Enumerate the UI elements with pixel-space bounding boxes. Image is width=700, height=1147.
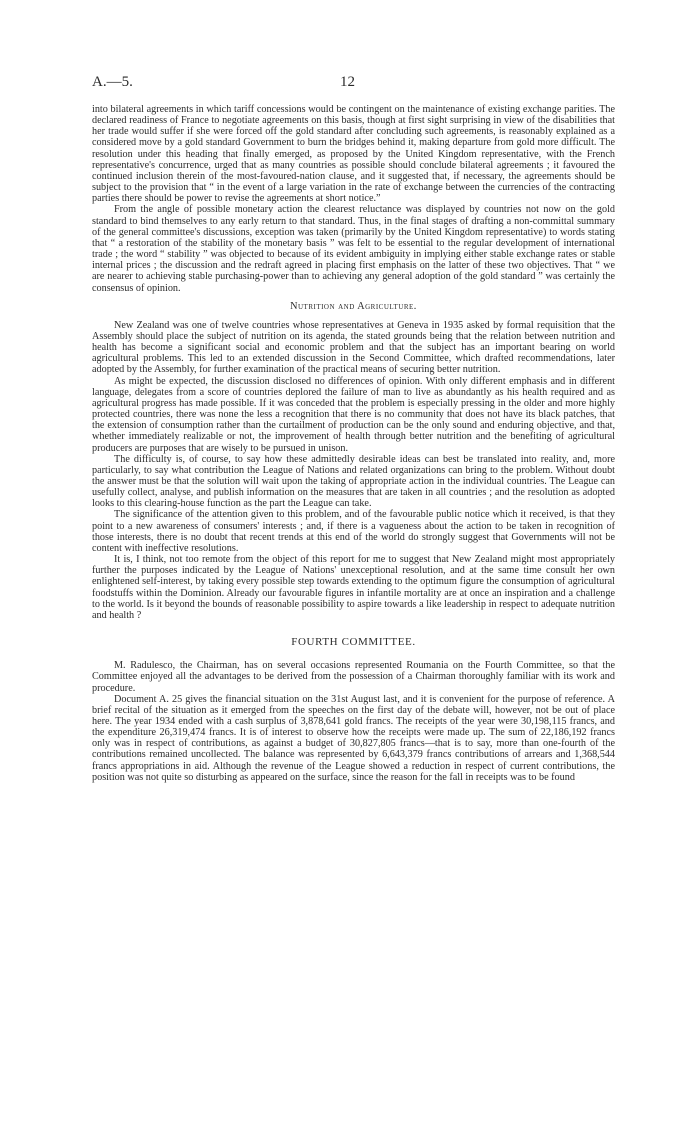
page-header bbox=[92, 74, 612, 94]
page-number: 12 bbox=[340, 74, 355, 90]
page-body bbox=[92, 104, 615, 783]
paragraph: As might be expected, the discussion disclosed no differences of opinion. With only different emphasis and in different language, delegates from a score of countries deplored the failure of man to live as abundantly as his health required and as agricultural progress has made possible. If it was conceded that the problem is especially pressing in the older and more highly protected countries, there was none the less a recognition that there is no community that does not have its black patches, that the extension of consumption rather than the curtailment of production can be the only sound and enduring objective, and that, whether immediately realizable or not, the improvement of health through better nutrition and the benefiting of agricultural producers are purposes that are wisely to be pursued in unison. bbox=[92, 375, 615, 454]
paragraph: The significance of the attention given to this problem, and of the favourable public notice which it received, is that they point to a new awareness of consumers' interests ; and, if there is a vagueness about the action to be taken in recognition of those interests, there is no doubt that recent trends at this end of the world do strongly suggest that Governments will not be content with ineffective resolutions. bbox=[92, 509, 615, 554]
paragraph: From the angle of possible monetary action the clearest reluctance was displayed by countries not now on the gold standard to bind themselves to any early return to that standard. Thus, in the final stages of drafting a non-committal summary of the general committee's discussions, exception was taken (primarily by the United Kingdom representative) to words stating that “ a restoration of the stability of the monetary basis ” was felt to be essential to the regular development of international trade ; the word “ stability ” was objected to because of its evident ambiguity in implying either stable exchange rates or stable internal prices ; the discussion and the redraft agreed in placing first emphasis on the latter of these two objectives. That “ we are nearer to achieving stable purchasing-power than to achieving any general adoption of the gold standard ” was certainly the consensus of opinion. bbox=[92, 204, 615, 294]
paragraph: into bilateral agreements in which tariff concessions would be contingent on the maintenance of existing exchange parities. The declared readiness of France to negotiate agreements on this basis, though at first sight surprising in view of the disabilities that her trade would suffer if she were forced off the gold standard after concluding such agreements, is reasonably explained as a considered move by a gold standard Government to burn the bridges behind it, making departure from gold more difficult. The resolution under this heading that finally emerged, as proposed by the United Kingdom representative, with the French representative's concurrence, urged that as many countries as possible should conclude bilateral agreements ; it favoured the continued inclusion therein of the most-favoured-nation clause, and it suggested that, if necessary, the agreements should be subject to the provision that “ in the event of a large variation in the rate of exchange between the currencies of the contracting parties there should be power to revise the agreements at short notice.” bbox=[92, 104, 615, 205]
section-heading-nutrition: Nutrition and Agriculture. bbox=[290, 300, 417, 312]
paragraph: M. Radulesco, the Chairman, has on several occasions represented Roumania on the Fourth Committee, so that the Committee enjoyed all the advantages to be derived from the possession of a Chairman thoroughly familiar with its work and procedure. bbox=[92, 660, 615, 694]
paragraph: New Zealand was one of twelve countries whose representatives at Geneva in 1935 asked by formal requisition that the Assembly should place the subject of nutrition on its agenda, the stated grounds being that the relation between nutrition and health has become a significant social and economic problem and that the subject has an important bearing on world agricultural problems. This led to an extended discussion in the Second Committee, which drafted recommendations, later adopted by the Assembly, for further examination of the practical means of securing better nutrition. bbox=[92, 319, 615, 376]
paragraph: Document A. 25 gives the financial situation on the 31st August last, and it is convenient for the purpose of reference. A brief recital of the situation as it emerged from the speeches on the first day of the debate will, however, not be out of place here. The year 1934 ended with a cash surplus of 3,878,641 gold francs. The receipts of the year were 30,198,115 francs, and the expenditure 26,319,474 francs. It is of interest to observe how the receipts were made up. The sum of 22,186,192 francs only was in respect of contributions, as against a budget of 30,827,805 francs—that is to say, more than one-fourth of the contributions remained uncollected. The balance was represented by 6,643,379 francs contributions of arrears and 1,368,544 francs appropriations in aid. Although the revenue of the League showed a reduction in respect of current contributions, the position was not quite so disturbing as appeared on the surface, since the reason for the fall in receipts was to be found bbox=[92, 693, 615, 783]
section-heading-fourth-committee: FOURTH COMMITTEE. bbox=[291, 636, 416, 649]
paragraph: It is, I think, not too remote from the object of this report for me to suggest that New Zealand might most appropriately further the purposes indicated by the League of Nations' unexceptional resolution, and at the same time consult her own enlightened self-interest, by taking every possible step towards extending to the optimum figure the consumption of agricultural foodstuffs within the Dominion. Already our favourable figures in infantile mortality are at once an inspiration and a challenge to the world. Is it beyond the bounds of reasonable possibility to aspire towards a like leadership in respect to adequate nutrition and health ? bbox=[92, 554, 615, 621]
paragraph: The difficulty is, of course, to say how these admittedly desirable ideas can best be translated into reality, and, more particularly, to say what contribution the League of Nations and related organizations can bring to the problem. Without doubt the answer must be that the solution will wait upon the taking of appropriate action in the individual countries. The League can usefully collect, analyse, and publish information on the measures that are taken in all countries ; and the resolution as adopted looks to this clearing-house function as the part the League can take. bbox=[92, 453, 615, 510]
document-reference: A.—5. bbox=[92, 74, 133, 90]
